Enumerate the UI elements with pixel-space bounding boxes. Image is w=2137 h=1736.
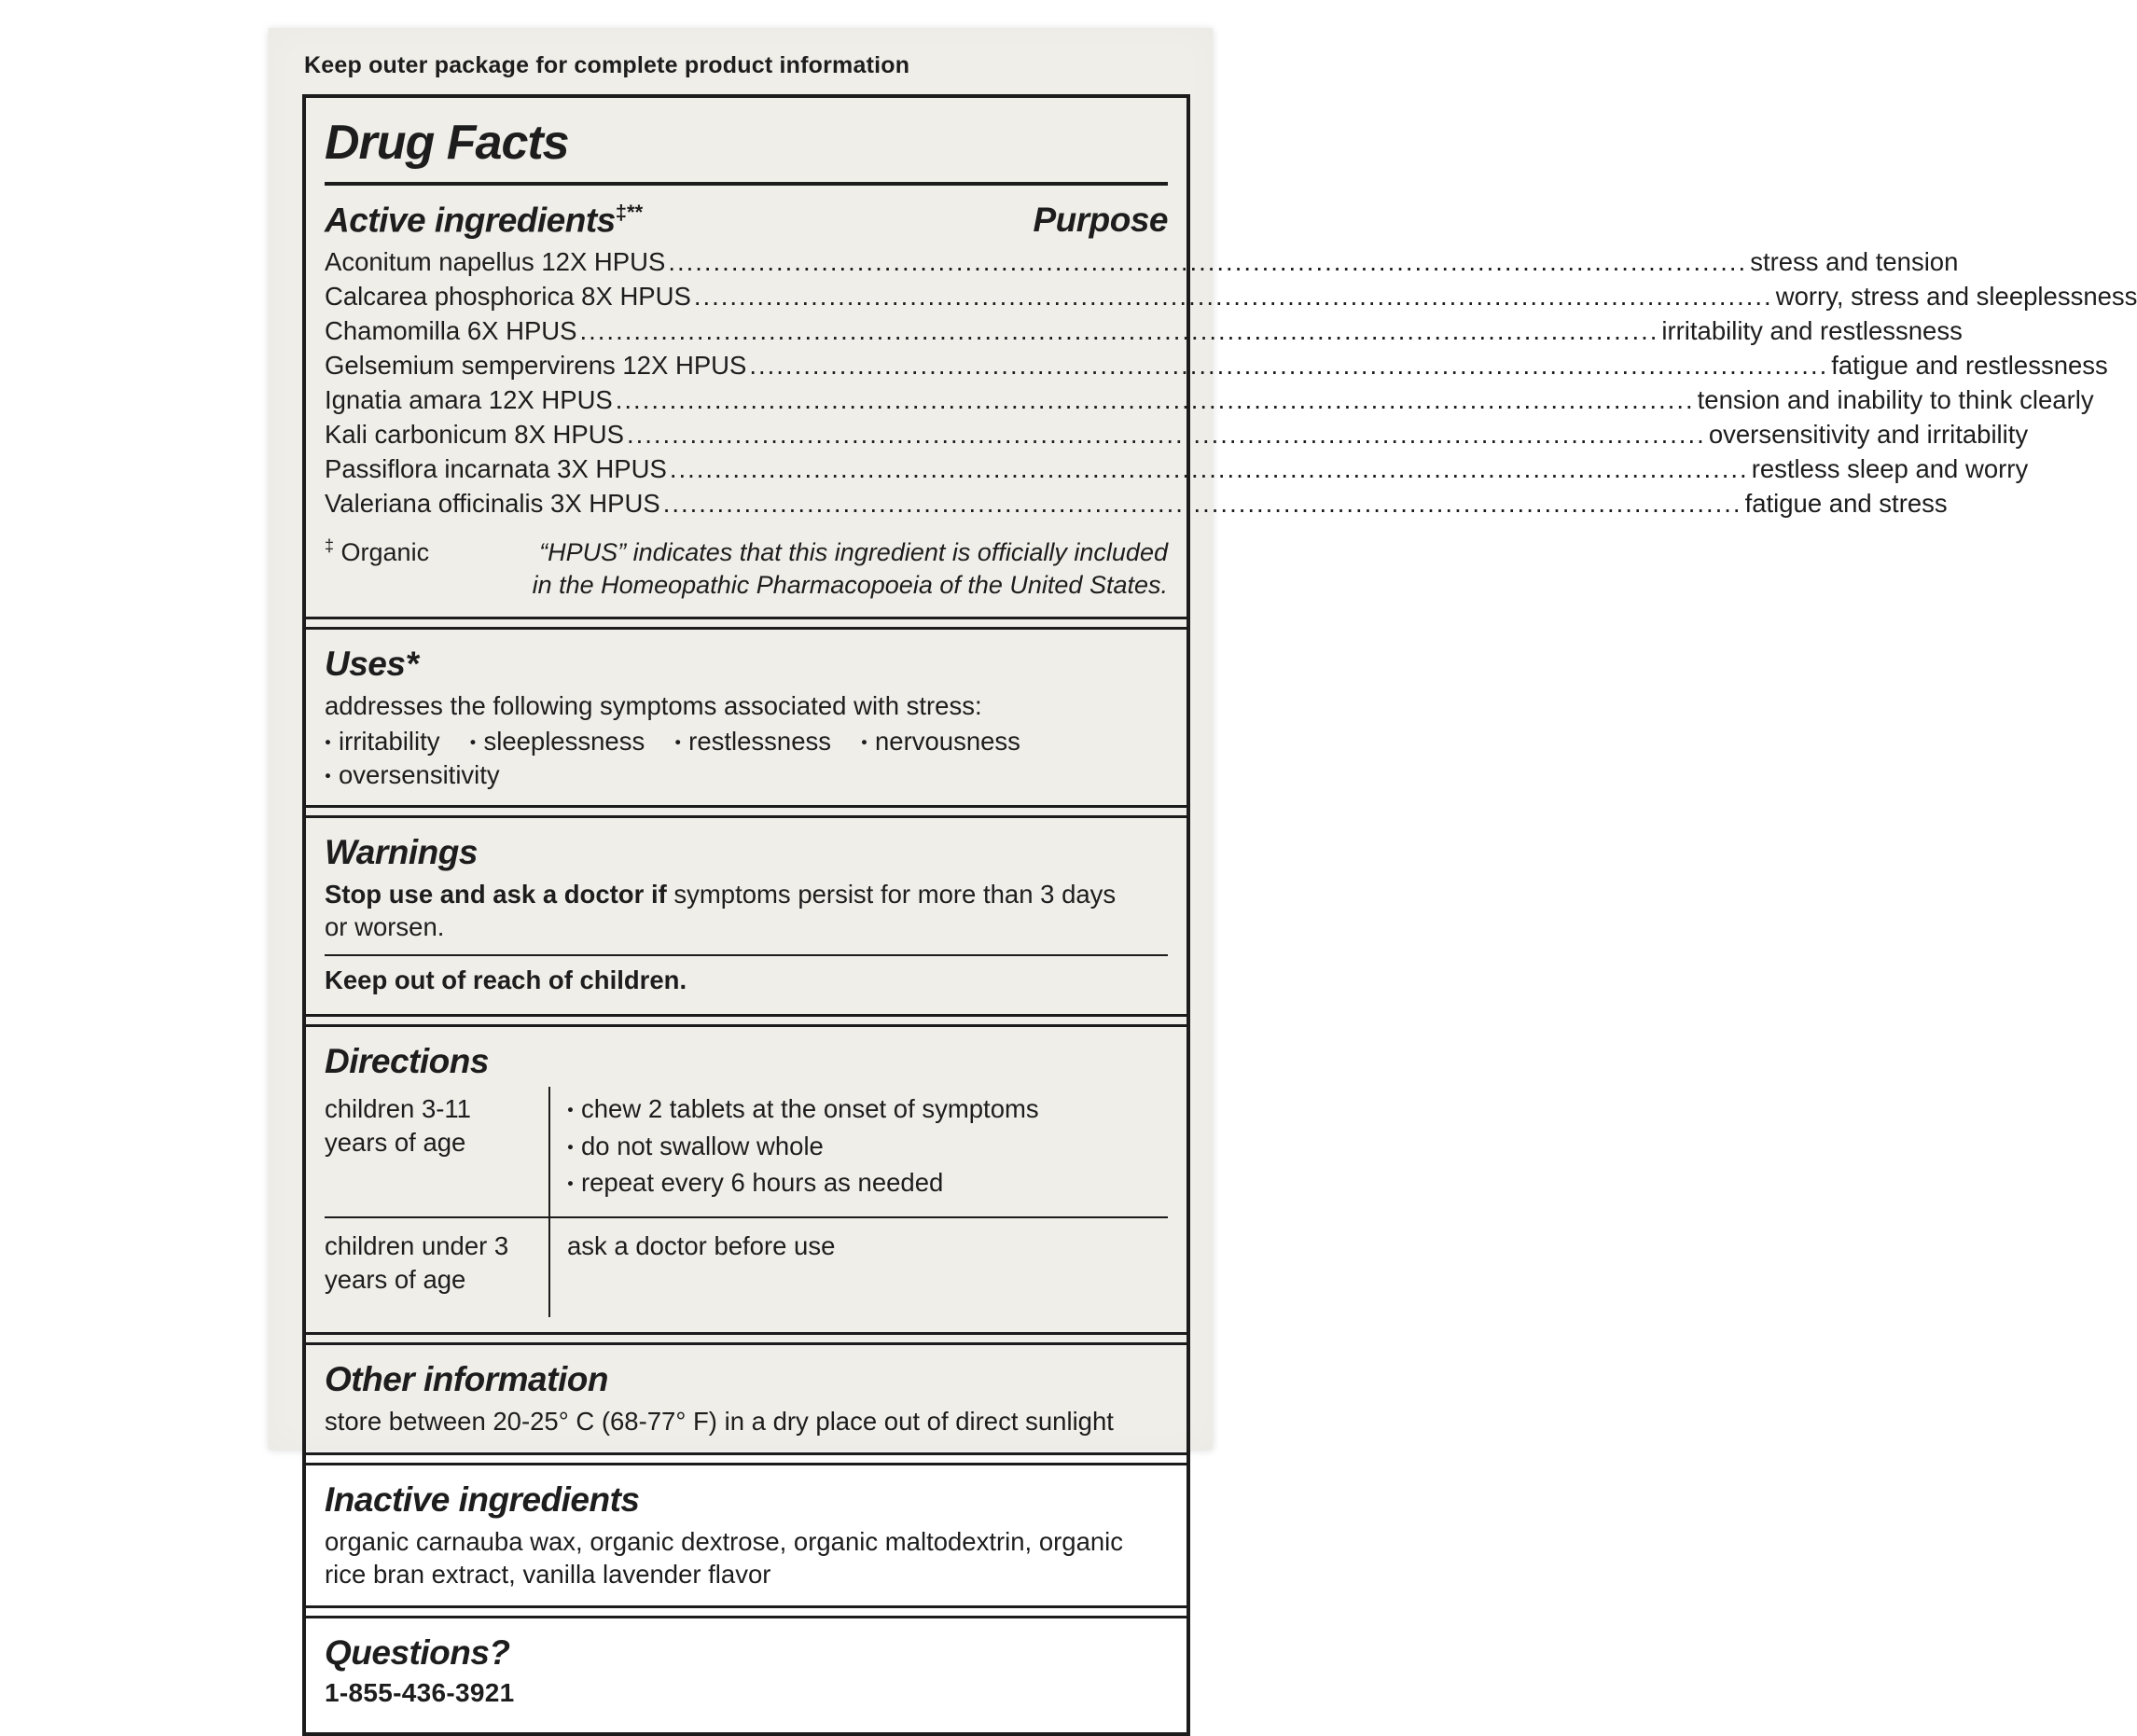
symptom-item: ● sleeplessness xyxy=(469,727,645,757)
directions-instructions xyxy=(548,1087,1168,1216)
ingredient-name: Gelsemium sempervirens 12X HPUS xyxy=(325,351,747,381)
ingredient-purpose: fatigue and restlessness xyxy=(1831,351,2108,381)
symptom-item: ● irritability xyxy=(325,727,439,757)
other-information-section xyxy=(306,1345,1186,1452)
direction-bullet: ● repeat every 6 hours as needed xyxy=(567,1166,1168,1200)
uses-intro: addresses the following symptoms associated with stress: xyxy=(325,691,982,721)
organic-footnote xyxy=(325,536,457,602)
hpus-definition-line2: in the Homeopathic Pharmacopoeia of the United States. xyxy=(532,571,1168,600)
other-information-heading: Other information xyxy=(325,1359,608,1398)
ingredient-name: Valeriana officinalis 3X HPUS xyxy=(325,489,660,519)
dot-leader xyxy=(668,245,1747,280)
hpus-definition xyxy=(457,536,1168,602)
direction-bullet: ● do not swallow whole xyxy=(567,1130,1168,1163)
dot-leader xyxy=(627,418,1706,452)
directions-section xyxy=(306,1027,1186,1332)
ingredient-purpose: irritability and restlessness xyxy=(1661,316,1963,346)
active-ingredients-section xyxy=(306,186,2137,617)
section-divider xyxy=(306,1014,1186,1027)
directions-instructions: ask a doctor before use xyxy=(548,1218,1168,1317)
ingredient-purpose: worry, stress and sleeplessness xyxy=(1775,282,2137,312)
ingredient-name: Passiflora incarnata 3X HPUS xyxy=(325,454,667,484)
uses-symptom-list xyxy=(325,727,1168,790)
double-dagger-mark: ‡ xyxy=(325,536,335,556)
symptom-item: ● restlessness xyxy=(674,727,831,757)
symptom-item: ● oversensitivity xyxy=(325,760,500,790)
questions-section xyxy=(306,1618,1186,1732)
ingredient-name: Calcarea phosphorica 8X HPUS xyxy=(325,282,691,312)
ingredient-row xyxy=(325,383,2094,418)
ingredient-purpose: stress and tension xyxy=(1750,247,1959,277)
warnings-bold-lead: Stop use and ask a doctor if xyxy=(325,879,667,909)
ingredient-name: Aconitum napellus 12X HPUS xyxy=(325,247,666,277)
ingredient-purpose: tension and inability to think clearly xyxy=(1697,385,2094,415)
ingredient-row xyxy=(325,245,1959,280)
active-ingredients-header-row xyxy=(325,197,1168,245)
dot-leader xyxy=(663,487,1742,521)
directions-heading: Directions xyxy=(325,1041,489,1080)
warnings-rule xyxy=(325,954,1168,956)
ingredient-row xyxy=(325,349,2108,383)
organic-footnote-text: Organic xyxy=(340,538,430,567)
section-divider xyxy=(306,1332,1186,1345)
ingredient-row xyxy=(325,314,1963,349)
inactive-ingredients-text: organic carnauba wax, organic dextrose, organic maltodextrin, organic rice bran extract, vanilla lavender flavor xyxy=(325,1526,1124,1590)
directions-row-children-3-11 xyxy=(325,1087,1168,1218)
section-divider xyxy=(306,1605,1186,1618)
ingredient-row xyxy=(325,280,2137,314)
uses-section xyxy=(306,630,1186,804)
inactive-ingredients-section xyxy=(306,1465,1186,1605)
ingredient-name: Kali carbonicum 8X HPUS xyxy=(325,420,624,450)
other-information-text: store between 20-25° C (68-77° F) in a dry place out of direct sunlight xyxy=(325,1406,1114,1436)
label-card xyxy=(269,28,2137,1708)
direction-bullet: ● chew 2 tablets at the onset of symptoms xyxy=(567,1092,1168,1126)
dot-leader xyxy=(694,280,1773,314)
ingredient-purpose: oversensitivity and irritability xyxy=(1708,420,2029,450)
drug-facts-title-section xyxy=(325,98,1168,186)
warnings-heading: Warnings xyxy=(325,832,478,871)
ingredient-row xyxy=(325,418,2029,452)
questions-phone-number: 1-855-436-3921 xyxy=(325,1678,515,1708)
hpus-definition-line1: “HPUS” indicates that this ingredient is officially included xyxy=(539,538,1168,567)
ingredient-row xyxy=(325,487,1948,521)
warnings-rest: symptoms persist for more than 3 days or worsen. xyxy=(325,879,1117,941)
ingredient-name: Chamomilla 6X HPUS xyxy=(325,316,577,346)
ingredient-name: Ignatia amara 12X HPUS xyxy=(325,385,613,415)
inactive-ingredients-heading: Inactive ingredients xyxy=(325,1479,640,1519)
active-ingredients-heading xyxy=(325,201,643,240)
directions-table xyxy=(325,1087,1168,1317)
warnings-text xyxy=(325,878,1145,943)
ingredient-purpose: fatigue and stress xyxy=(1744,489,1948,519)
drug-facts-box xyxy=(302,94,2137,1736)
ingredient-purpose: restless sleep and worry xyxy=(1751,454,2029,484)
purpose-heading: Purpose xyxy=(1033,201,1168,240)
dot-leader xyxy=(580,314,1659,349)
hpus-footnote xyxy=(325,536,1168,602)
uses-heading: Uses* xyxy=(325,645,419,684)
dot-leader xyxy=(670,452,1749,487)
section-divider xyxy=(306,1452,1186,1465)
section-divider xyxy=(306,617,1186,630)
symptom-item: ● nervousness xyxy=(861,727,1020,757)
directions-age-group: children under 3 years of age xyxy=(325,1231,509,1294)
keep-out-of-reach-text: Keep out of reach of children. xyxy=(325,965,687,994)
questions-heading: Questions? xyxy=(325,1633,510,1673)
ingredient-row xyxy=(325,452,2029,487)
active-ingredients-heading-sup: ‡** xyxy=(615,201,644,224)
directions-row-children-under-3 xyxy=(325,1218,1168,1317)
drug-facts-title: Drug Facts xyxy=(325,116,569,170)
outer-package-note: Keep outer package for complete product information xyxy=(304,52,910,78)
section-divider xyxy=(306,805,1186,818)
warnings-section xyxy=(306,818,1186,1014)
active-ingredients-heading-text: Active ingredients xyxy=(325,201,616,240)
dot-leader xyxy=(749,349,1828,383)
dot-leader xyxy=(616,383,1695,418)
directions-age-group: children 3-11 years of age xyxy=(325,1093,471,1157)
